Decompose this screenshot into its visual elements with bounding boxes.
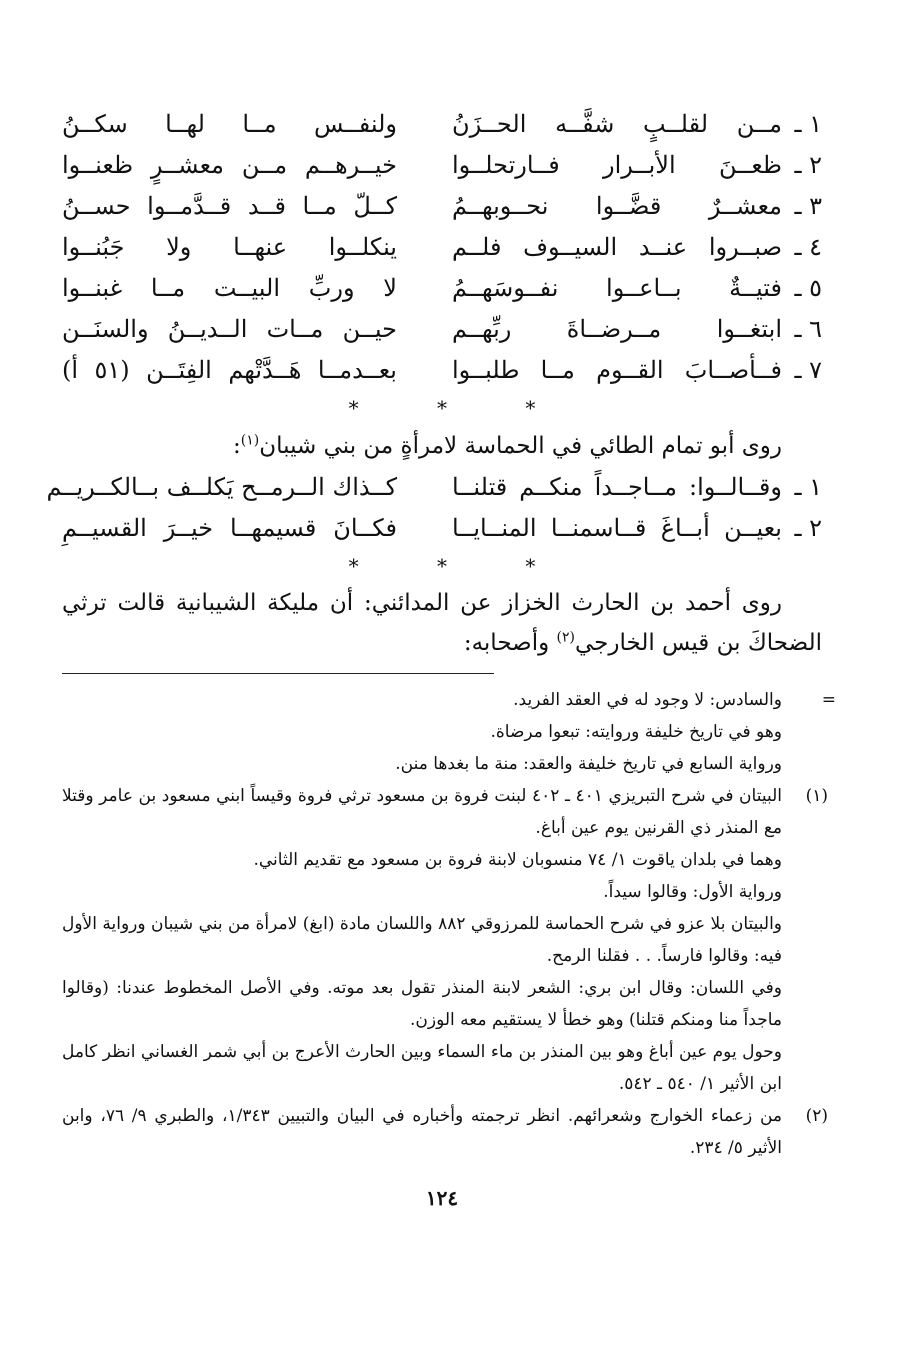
footnote-continued [62,684,836,780]
poem-first [62,104,822,391]
paragraph-text: روى أحمد بن الحارث الخزاز عن المدائني: أن مليكة الشيبانية قالت ترثي الضحاكَ بن قيس الخارجي [62,590,822,656]
verse-second-hemistich: فكــانَ قسيمهــا خيــرَ القسيــمِ [62,514,397,542]
verse-number: ٥ ـ [794,274,822,302]
page-number: ١٢٤ [425,1186,459,1210]
verse-first-hemistich: معشــرٌ قضَّــوا نحــوبهــمُ [452,192,782,220]
verse [46,467,822,508]
footnote-line: من زعماء الخوارج وشعرائهم. انظر ترجمته وأخباره في البيان والتبيين ١/٣٤٣، والطبري ٩/ ٧٦، وابن الأثير ٥/ ٢٣٤. [62,1106,782,1158]
footnote-number: (١) [805,786,828,806]
footnote-1 [62,780,828,1100]
verse [62,508,822,549]
verse [62,104,822,145]
intro-line [62,425,822,467]
verse-number: ٤ ـ [794,233,822,261]
verse-second-hemistich: حيــن مــات الــديــنُ والسنَــن [62,315,397,343]
footnote-line: ورواية السابع في تاريخ خليفة والعقد: منة ما بغدها منن. [395,754,782,774]
verse-first-hemistich: وقــالــوا: مــاجــداً منكــم قتلنــا [452,473,782,501]
verse-second-hemistich: خيــرهــم مــن معشــرٍ ظعنــوا [62,151,397,179]
footnote-line: وحول يوم عين أباغ وهو بين المنذر بن ماء السماء وبين الحارث الأعرج بن أبي شمر الغساني انظر كامل ابن الأثير ١/ ٥٤٠ ـ ٥٤٢. [62,1042,782,1094]
verse-first-hemistich: مــن لقلــبٍ شفَّــه الحــزَنُ [452,110,782,138]
paragraph-end: وأصحابه: [463,630,557,656]
footnote-divider [62,673,494,674]
verse-first-hemistich: فتيــةٌ بــاعــوا نفــوسَهــمُ [452,274,782,302]
section-separator: * * * [348,396,572,420]
footnote-line: وفي اللسان: وقال ابن بري: الشعر لابنة المنذر تقول بعد موته. وفي الأصل المخطوط عندنا: (وقالوا ماجداً منا ومنكم قتلنا) وهو خطأ لا يستقيم معه الوزن. [62,978,782,1030]
footnote-number: (٢) [805,1106,828,1126]
verse [62,350,822,391]
verse-number: ٣ ـ [794,192,822,220]
poem-second [46,467,822,549]
verse [62,268,822,309]
footnote-line: والسادس: لا وجود له في العقد الفريد. [513,690,782,710]
footnote-line: والبيتان بلا عزو في شرح الحماسة للمرزوقي ٨٨٢ واللسان مادة (ابغ) لامرأة من بني شيبان ورواية الأول فيه: وقالوا فارساً. . . فقلنا الرمح. [62,914,783,966]
verse-second-hemistich: ولنفــس مــا لهــا سكــنُ [62,110,397,138]
footnotes [62,684,836,1164]
verse-first-hemistich: بعيــن أبــاغَ قــاسمنــا المنــايــا [452,514,782,542]
verse-number: ٢ ـ [794,514,822,542]
footnote-line: البيتان في شرح التبريزي ٤٠١ ـ ٤٠٢ لبنت فروة بن مسعود ترثي فروة وقيساً ابني مسعود بن عامر وقتلا مع المنذر ذي القرنين يوم عين أباغ. [62,786,782,838]
verse-first-hemistich: ابتغــوا مــرضــاةَ ربِّهــم [452,315,782,343]
verse [62,309,822,350]
footnote-2 [62,1100,828,1164]
body-paragraph [62,583,822,663]
verse-first-hemistich: صبــروا عنــد السيــوف فلــم [452,233,782,261]
continuation-mark: = [821,690,836,710]
verse-first-hemistich: ظعــنَ الأبــرار فــارتحلــوا [452,151,782,179]
footnote-line: وهما في بلدان ياقوت ١/ ٧٤ منسوبان لابنة فروة بن مسعود مع تقديم الثاني. [253,850,782,870]
verse-number: ٢ ـ [794,151,822,179]
section-separator: * * * [348,554,572,578]
verse-number: ٧ ـ [794,356,822,384]
verse [62,186,822,227]
book-page [46,104,836,1210]
verse-second-hemistich: بعــدمــا هَــدَّتْهم الفِتَــن (٥١ أ) [62,356,397,384]
verse-second-hemistich: كــلّ مــا قــد قــدَّمــوا حســنُ [62,192,397,220]
verse-first-hemistich: فــأصــابَ القــوم مــا طلبــوا [452,356,782,384]
verse-second-hemistich: كــذاك الــرمــح يَكلــف بــالكــريــم [46,473,397,501]
verse-second-hemistich: ينكلــوا عنهــا ولا جَبُنــوا [62,233,397,261]
intro-text: روى أبو تمام الطائي في الحماسة لامرأةٍ من بني شيبان [259,433,782,459]
verse-number: ١ ـ [794,110,822,138]
footnote-ref[interactable]: (١) [240,432,260,449]
footnote-line: ورواية الأول: وقالوا سيداً. [603,882,782,902]
verse [62,145,822,186]
intro-colon: : [233,433,241,459]
footnote-line: وهو في تاريخ خليفة وروايته: تبعوا مرضاة. [490,722,782,742]
verse-second-hemistich: لا وربِّ البيــت مــا غبنــوا [62,274,397,302]
verse-number: ٦ ـ [794,315,822,343]
footnote-ref[interactable]: (٢) [556,629,575,646]
verse [62,227,822,268]
verse-number: ١ ـ [794,473,822,501]
